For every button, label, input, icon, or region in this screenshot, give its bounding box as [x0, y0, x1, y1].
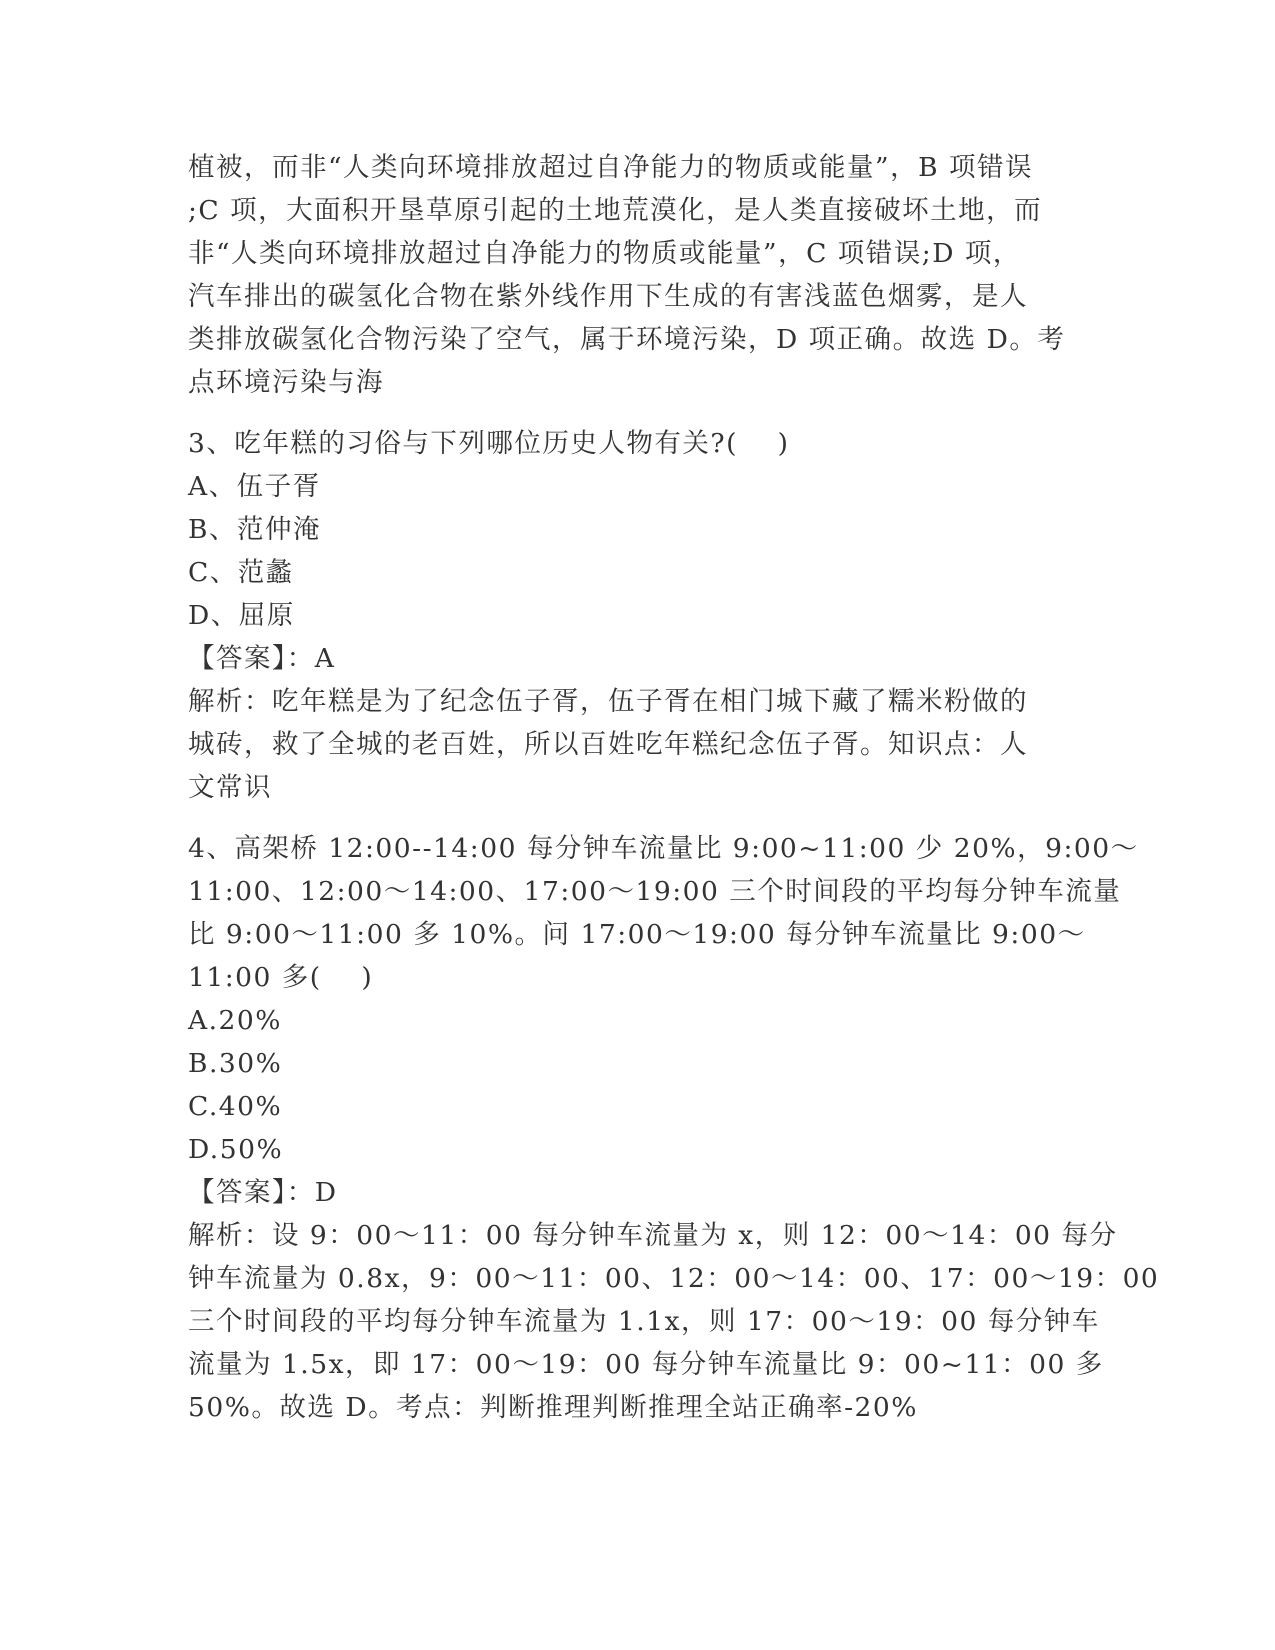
question-4-answer: 【答案】：D [188, 1177, 338, 1208]
question-4-analysis-line: 三个时间段的平均每分钟车流量为 1.1x，则 17：00～19：00 每分钟车 [188, 1306, 1100, 1337]
text-line: 非“人类向环境排放超过自净能力的物质或能量”，C 项错误;D 项， [188, 238, 1021, 269]
question-4-option-a: A.20% [188, 1005, 282, 1036]
question-4-analysis-line: 解析：设 9：00～11：00 每分钟车流量为 x，则 12：00～14：00 每分 [188, 1220, 1118, 1251]
question-4-analysis-line: 流量为 1.5x，即 17：00～19：00 每分钟车流量比 9：00~11：00 多 [188, 1349, 1104, 1380]
question-3-option-b: B、范仲淹 [188, 514, 321, 545]
question-4-analysis-line: 钟车流量为 0.8x，9：00～11：00、12：00～14：00、17：00～19：00 [188, 1263, 1160, 1294]
question-3-option-c: C、范蠡 [188, 557, 294, 588]
text-line: 类排放碳氢化合物污染了空气，属于环境污染，D 项正确。故选 D。考 [188, 324, 1066, 355]
paragraph-gap [188, 809, 1088, 827]
question-4-stem-line: 11:00、12:00～14:00、17:00～19:00 三个时间段的平均每分钟车流量 [188, 876, 1122, 907]
question-3 [188, 422, 1088, 809]
text-line: 汽车排出的碳氢化合物在紫外线作用下生成的有害浅蓝色烟雾，是人 [188, 281, 1028, 312]
question-4-option-b: B.30% [188, 1048, 283, 1079]
question-4-stem-line: 4、高架桥 12:00--14:00 每分钟车流量比 9:00~11:00 少 20%，9:00～ [188, 833, 1139, 864]
question-3-analysis-line: 城砖，救了全城的老百姓，所以百姓吃年糕纪念伍子胥。知识点：人 [188, 729, 1028, 760]
question-3-analysis-line: 解析：吃年糕是为了纪念伍子胥，伍子胥在相门城下藏了糯米粉做的 [188, 686, 1028, 717]
question-4-stem-line: 比 9:00～11:00 多 10%。问 17:00～19:00 每分钟车流量比 9:00～ [188, 919, 1086, 950]
question-4-option-d: D.50% [188, 1134, 284, 1165]
previous-question-analysis-continuation [188, 146, 1088, 404]
question-3-analysis-line: 文常识 [188, 772, 272, 803]
question-3-option-d: D、屈原 [188, 600, 295, 631]
question-4-stem-line: 11:00 多( ) [188, 962, 374, 993]
question-3-stem: 3、吃年糕的习俗与下列哪位历史人物有关?( ) [188, 428, 790, 459]
question-3-option-a: A、伍子胥 [188, 471, 321, 502]
text-line: 点环境污染与海 [188, 367, 384, 398]
text-line: 植被，而非“人类向环境排放超过自净能力的物质或能量”，B 项错误 [188, 152, 1033, 183]
question-4 [188, 827, 1160, 1429]
question-4-option-c: C.40% [188, 1091, 283, 1122]
text-line: ;C 项，大面积开垦草原引起的土地荒漠化，是人类直接破坏土地，而 [188, 195, 1043, 226]
paragraph-gap [188, 404, 1088, 422]
question-3-answer: 【答案】：A [188, 643, 336, 674]
question-4-analysis-line: 50%。故选 D。考点：判断推理判断推理全站正确率-20% [188, 1392, 918, 1423]
document-content [188, 146, 1160, 1429]
